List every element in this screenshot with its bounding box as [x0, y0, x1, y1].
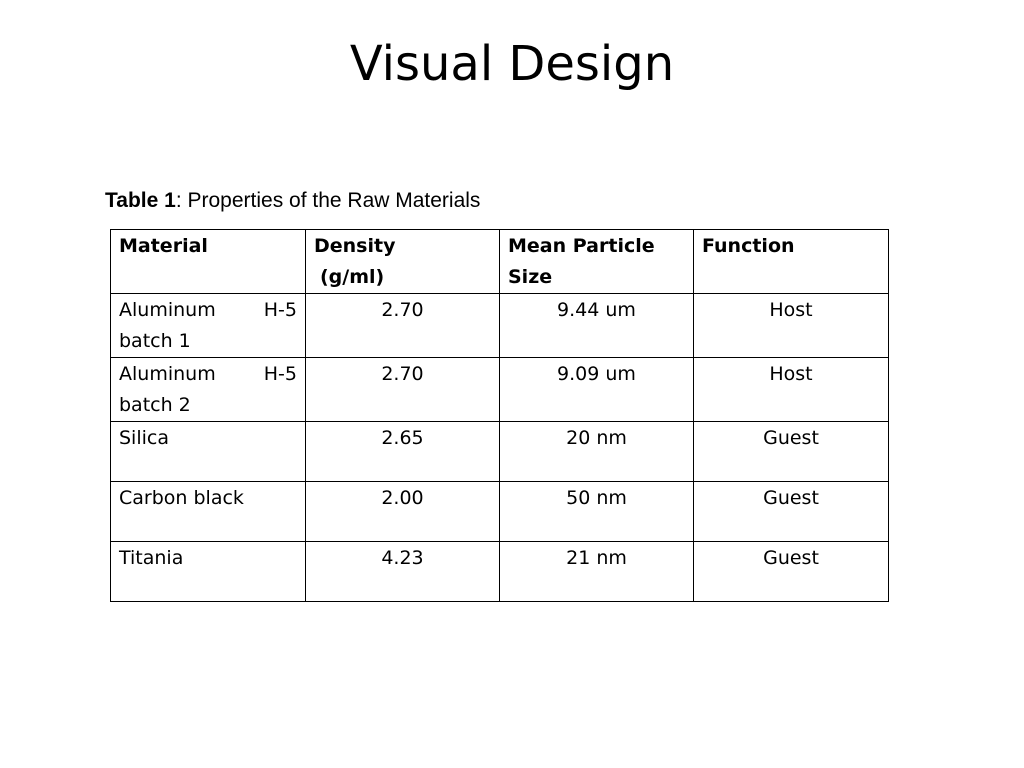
cell-material: Silica — [111, 422, 306, 482]
cell-function: Host — [694, 358, 889, 422]
cell-particle-size: 9.09 um — [500, 358, 694, 422]
table-row — [111, 422, 889, 482]
header-material: Material — [111, 230, 306, 294]
cell-particle-size: 21 nm — [500, 542, 694, 602]
table-row — [111, 294, 889, 358]
cell-particle-size: 9.44 um — [500, 294, 694, 358]
table-header-row — [111, 230, 889, 294]
cell-function: Host — [694, 294, 889, 358]
cell-density: 2.00 — [306, 482, 500, 542]
table-caption-label: Table 1 — [105, 189, 176, 212]
table-row — [111, 358, 889, 422]
cell-material: Titania — [111, 542, 306, 602]
materials-table — [110, 229, 889, 602]
table-row — [111, 542, 889, 602]
cell-density: 2.65 — [306, 422, 500, 482]
cell-material: Aluminum H-5 batch 1 — [111, 294, 306, 358]
table-caption-text: : Properties of the Raw Materials — [175, 189, 481, 212]
table-row — [111, 482, 889, 542]
header-function: Function — [694, 230, 889, 294]
header-density-unit: (g/ml) — [320, 266, 385, 288]
cell-density: 4.23 — [306, 542, 500, 602]
header-density — [306, 230, 500, 294]
header-particle-size: Mean Particle Size — [500, 230, 694, 294]
cell-function: Guest — [694, 422, 889, 482]
cell-function: Guest — [694, 542, 889, 602]
cell-material: Carbon black — [111, 482, 306, 542]
slide-title: Visual Design — [349, 36, 675, 92]
cell-function: Guest — [694, 482, 889, 542]
cell-material: Aluminum H-5 batch 2 — [111, 358, 306, 422]
header-density-label: Density — [314, 235, 396, 257]
cell-particle-size: 50 nm — [500, 482, 694, 542]
table-caption — [105, 187, 480, 215]
cell-density: 2.70 — [306, 358, 500, 422]
cell-density: 2.70 — [306, 294, 500, 358]
cell-particle-size: 20 nm — [500, 422, 694, 482]
